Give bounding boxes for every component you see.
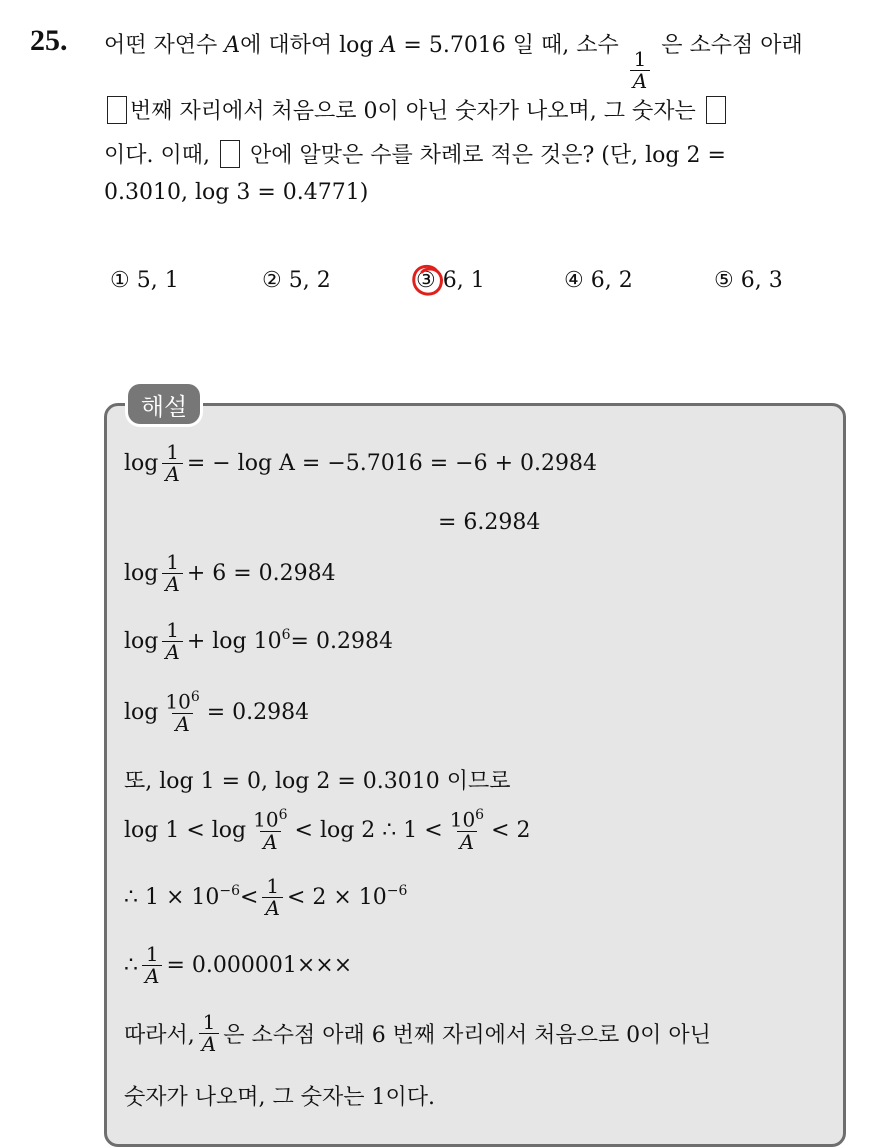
solution-line-8: ∴ 1 × 10 $^{-6}$ < $\frac{1}{A}$ < 2 × 10 $^{-6}$ <box>124 874 408 920</box>
solution-line-9: ∴ $\frac{1}{A}$ = 0.000001××× <box>124 942 353 988</box>
choice-5[interactable]: ⑤ 6, 3 <box>714 268 783 293</box>
solution-line-10: 따라서, $\frac{1}{A}$ 은 소수점 아래 6 번째 자리에서 처음으로 0이 아닌 <box>124 1010 711 1056</box>
question-number: 25. <box>30 24 68 57</box>
solution-line-2: = 6̄.2984 <box>438 510 541 535</box>
solution-tab-label: 해설 <box>128 384 200 424</box>
solution-line-4: log $\frac{1}{A}$ + log 10 $^6$ = 0.2984 <box>124 618 393 664</box>
choice-1[interactable]: ① 5, 1 <box>110 268 179 293</box>
answer-blank-box <box>220 140 240 168</box>
answer-blank-box <box>107 96 127 124</box>
solution-line-3: log $\frac{1}{A}$ + 6 = 0.2984 <box>124 550 336 596</box>
choice-4[interactable]: ④ 6, 2 <box>564 268 633 293</box>
solution-line-7: log 1 < log $\frac{10^6}{A}$ < log 2 ∴ 1 < $\frac{10^6}{A}$ < 2 <box>124 807 531 854</box>
solution-line-6: 또, log 1 = 0, log 2 = 0.3010 이므로 <box>124 769 511 794</box>
answer-blank-box <box>706 96 726 124</box>
choice-3[interactable]: ③ 6, 1 <box>416 268 485 293</box>
solution-line-11: 숫자가 나오며, 그 숫자는 1이다. <box>124 1085 435 1110</box>
question-line-1: 어떤 자연수 A에 대하여 log A = 5.7016 일 때, 소수 $\frac{1}{A}$ 은 소수점 아래 <box>104 33 803 93</box>
choice-2[interactable]: ② 5, 2 <box>262 268 331 293</box>
fraction-1-over-A: $\frac{1}{A}$ <box>630 49 650 92</box>
question-line-3: 이다. 이때, 안에 알맞은 수를 차례로 적은 것은? (단, log 2 = <box>104 138 726 169</box>
solution-line-1: log $\frac{1}{A}$ = − log A = −5.7016 = −6 + 0.2984 <box>124 440 598 486</box>
question-line-4: 0.3010, log 3 = 0.4771) <box>104 180 369 205</box>
question-line-2: 번째 자리에서 처음으로 0이 아닌 숫자가 나오며, 그 숫자는 <box>104 94 729 125</box>
answer-circle-icon <box>410 262 446 300</box>
solution-line-5: log $\frac{10^6}{A}$ = 0.2984 <box>124 689 310 736</box>
